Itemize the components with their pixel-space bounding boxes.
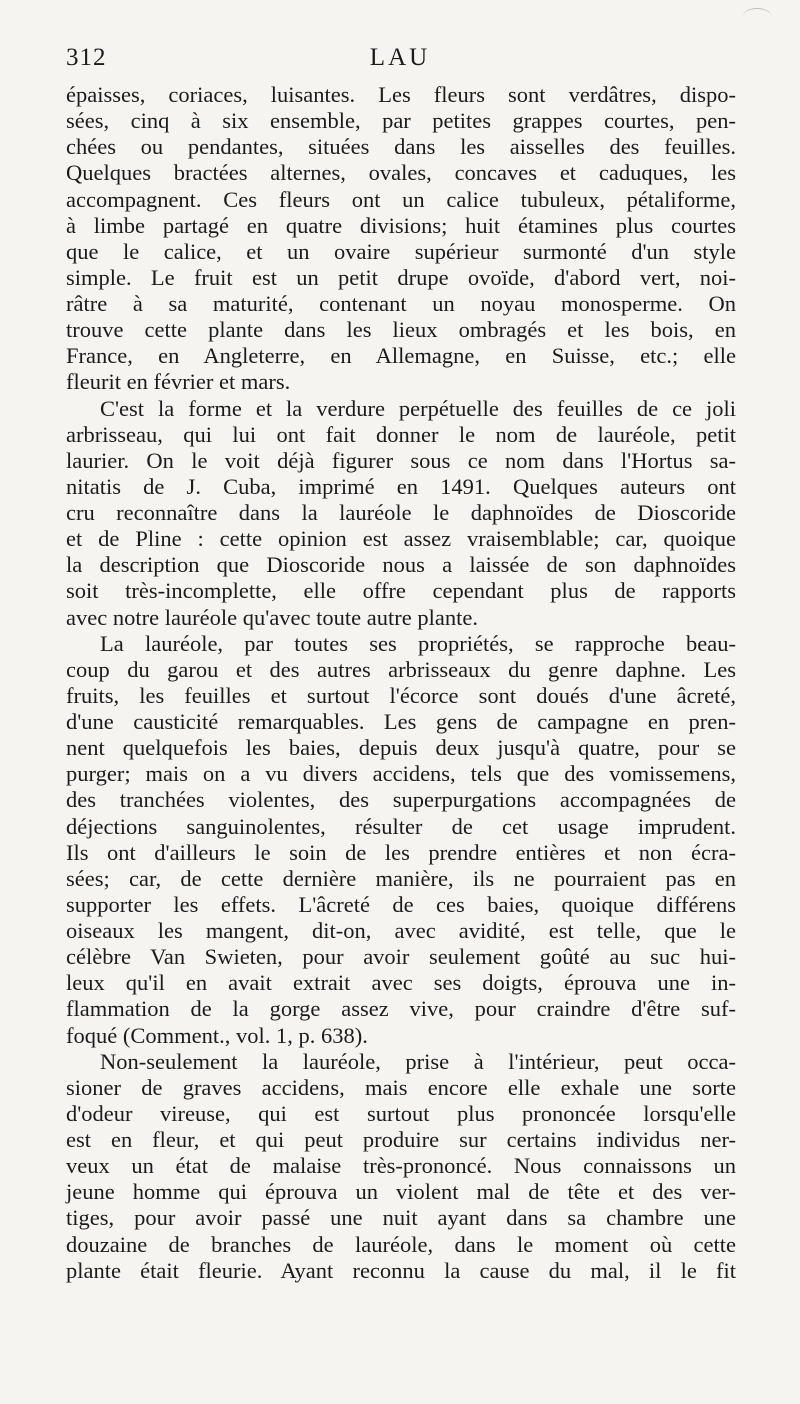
text-line: douzaine de branches de lauréole, dans le moment où cette <box>66 1231 736 1257</box>
text-line: épaisses, coriaces, luisantes. Les fleurs sont verdâtres, dispo- <box>66 82 736 107</box>
text-line: France, en Angleterre, en Allemagne, en Suisse, etc.; elle <box>66 343 736 369</box>
text-line: purger; mais on a vu divers accidens, tels que des vomissemens, <box>66 761 736 787</box>
page-corner-mark <box>742 8 772 27</box>
text-line: flammation de la gorge assez vive, pour craindre d'être suf- <box>66 996 736 1022</box>
text-line: nitatis de J. Cuba, imprimé en 1491. Quelques auteurs ont <box>66 473 736 499</box>
text-line: nent quelquefois les baies, depuis deux jusqu'à quatre, pour se <box>66 735 736 761</box>
text-line: sées, cinq à six ensemble, par petites grappes courtes, pen- <box>66 108 736 134</box>
body-text <box>66 82 736 1284</box>
text-line: sioner de graves accidens, mais encore elle exhale une sorte <box>66 1074 736 1100</box>
running-head: LAU <box>369 44 431 71</box>
text-line: tiges, pour avoir passé une nuit ayant dans sa chambre une <box>66 1205 736 1231</box>
text-line: oiseaux les mangent, dit-on, avec avidité, est telle, que le <box>66 918 736 943</box>
text-line: cru reconnaître dans la lauréole le daphnoïdes de Dioscoride <box>66 500 736 525</box>
text-line: supporter les effets. L'âcreté de ces baies, quoique différens <box>66 891 736 917</box>
text-line: simple. Le fruit est un petit drupe ovoïde, d'abord vert, noi- <box>66 264 736 290</box>
text-line: et de Pline : cette opinion est assez vraisemblable; car, quoique <box>66 526 736 552</box>
text-line: veux un état de malaise très-prononcé. Nous connaissons un <box>66 1153 736 1179</box>
text-line: sées; car, de cette dernière manière, ils ne pourraient pas en <box>66 865 736 891</box>
text-line: plante était fleurie. Ayant reconnu la cause du mal, il le fit <box>66 1257 736 1283</box>
text-line: fleurit en février et mars. <box>66 369 291 395</box>
text-line: coup du garou et des autres arbrisseaux du genre daphne. Les <box>66 656 736 682</box>
text-line: célèbre Van Swieten, pour avoir seulement goûté au suc hui- <box>66 944 736 970</box>
page-number: 312 <box>66 44 107 71</box>
text-line: laurier. On le voit déjà figurer sous ce nom dans l'Hortus sa- <box>66 447 736 473</box>
text-line: que le calice, et un ovaire supérieur surmonté d'un style <box>66 238 736 264</box>
text-line: foqué (Comment., vol. 1, p. 638). <box>66 1022 368 1048</box>
text-line: jeune homme qui éprouva un violent mal de tête et des ver- <box>66 1179 736 1205</box>
text-line: des tranchées violentes, des superpurgations accompagnées de <box>66 787 736 813</box>
text-line: soit très-incomplette, elle offre cependant plus de rapports <box>66 578 736 604</box>
text-line: Quelques bractées alternes, ovales, concaves et caduques, les <box>66 160 736 186</box>
text-line: leux qu'il en avait extrait avec ses doigts, éprouva une in- <box>66 970 736 996</box>
text-line: d'odeur vireuse, qui est surtout plus prononcée lorsqu'elle <box>66 1100 736 1126</box>
text-line: déjections sanguinolentes, résulter de cet usage imprudent. <box>66 813 736 839</box>
paragraph-start-line: Non-seulement la lauréole, prise à l'intérieur, peut occa- <box>100 1048 736 1074</box>
text-line: la description que Dioscoride nous a laissée de son daphnoïdes <box>66 552 736 578</box>
text-line: à limbe partagé en quatre divisions; huit étamines plus courtes <box>66 212 736 238</box>
text-line: d'une causticité remarquables. Les gens de campagne en pren- <box>66 709 736 734</box>
paragraph-start-line: C'est la forme et la verdure perpétuelle des feuilles de ce joli <box>100 395 736 421</box>
text-line: râtre à sa maturité, contenant un noyau monosperme. On <box>66 291 736 316</box>
text-line: accompagnent. Ces fleurs ont un calice tubuleux, pétaliforme, <box>66 186 736 212</box>
text-line: avec notre lauréole qu'avec toute autre plante. <box>66 604 478 630</box>
text-line: Ils ont d'ailleurs le soin de les prendre entières et non écra- <box>66 839 736 865</box>
text-line: arbrisseau, qui lui ont fait donner le nom de lauréole, petit <box>66 421 736 447</box>
text-line: est en fleur, et qui peut produire sur certains individus ner- <box>66 1127 736 1152</box>
paragraph-start-line: La lauréole, par toutes ses propriétés, se rapproche beau- <box>100 630 736 656</box>
text-line: chées ou pendantes, situées dans les aisselles des feuilles. <box>66 134 736 160</box>
text-line: trouve cette plante dans les lieux ombragés et les bois, en <box>66 317 736 343</box>
text-line: fruits, les feuilles et surtout l'écorce sont doués d'une âcreté, <box>66 682 736 708</box>
